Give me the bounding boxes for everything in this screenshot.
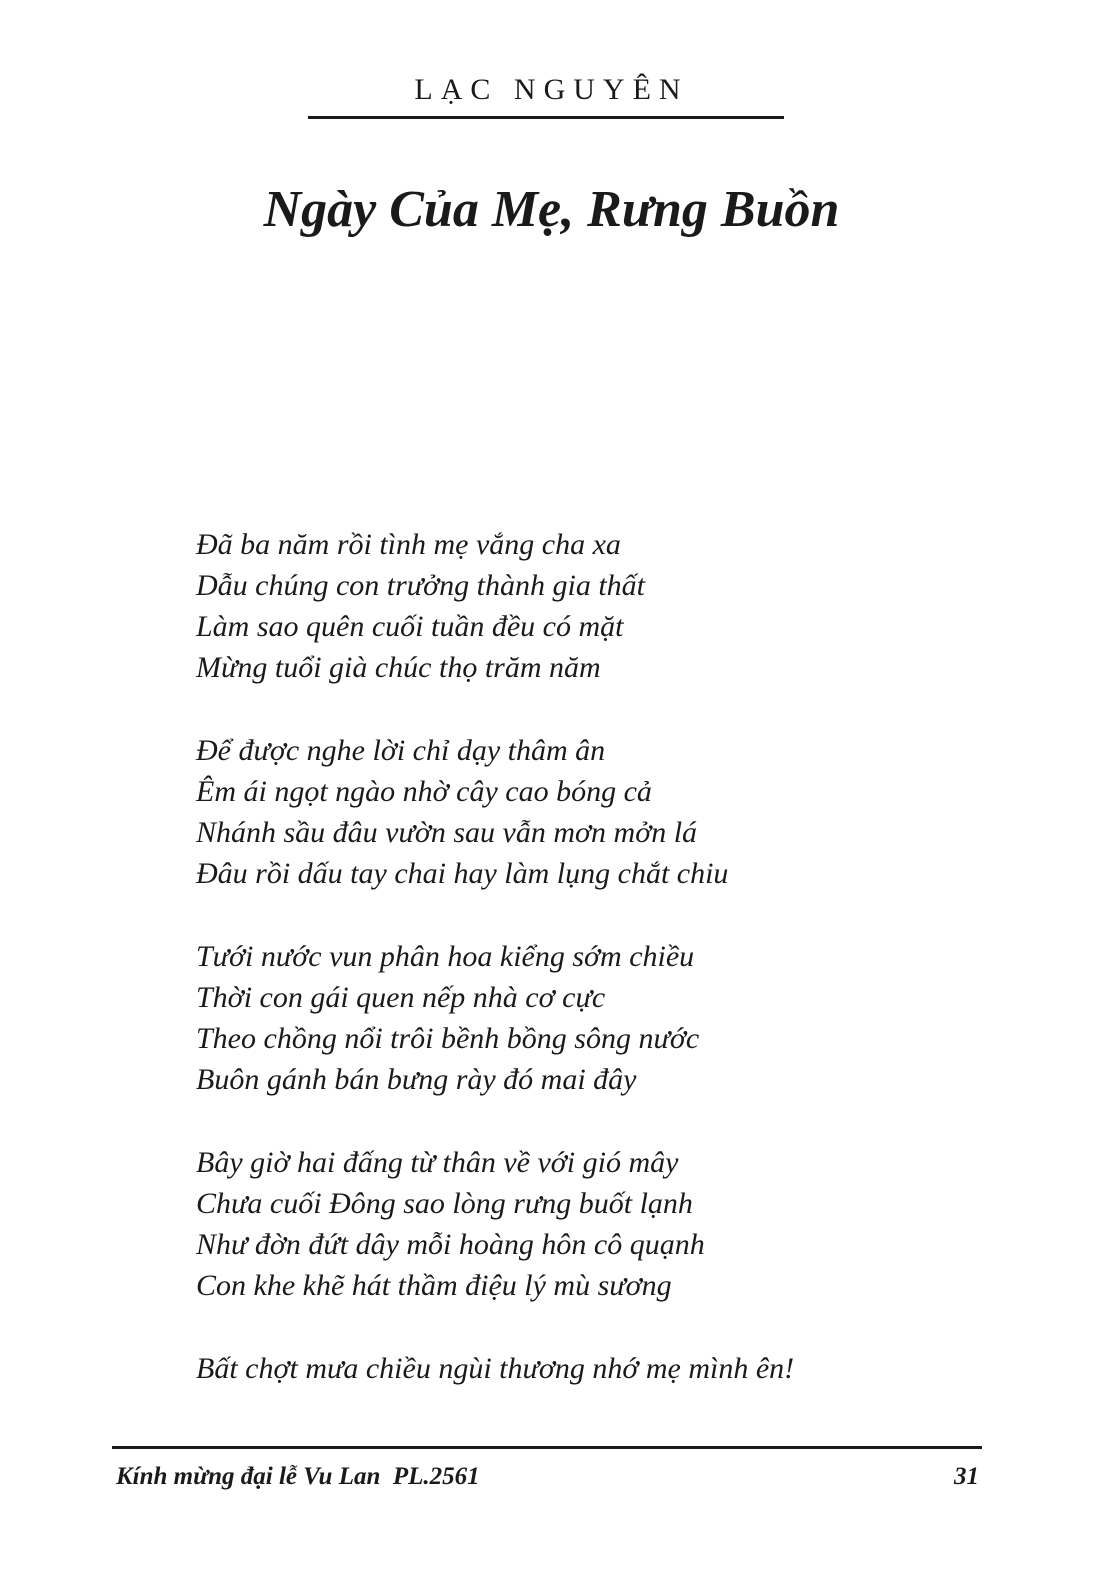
poem-line: Buôn gánh bán bưng rày đó mai đây <box>196 1063 637 1096</box>
poem-line: Con khe khẽ hát thầm điệu lý mù sương <box>196 1269 672 1302</box>
poem-line: Bất chợt mưa chiều ngùi thương nhớ mẹ mình ên! <box>196 1352 795 1385</box>
poem-line: Đâu rồi dấu tay chai hay làm lụng chắt chiu <box>196 857 729 890</box>
stanza-3 <box>196 936 956 1100</box>
header-divider <box>308 116 784 119</box>
poem-line: Êm ái ngọt ngào nhờ cây cao bóng cả <box>196 775 652 808</box>
poem-line: Dẫu chúng con trưởng thành gia thất <box>196 569 646 602</box>
footer-divider <box>112 1446 982 1449</box>
poem-line: Thời con gái quen nếp nhà cơ cực <box>196 981 606 1014</box>
poem-line: Tưới nước vun phân hoa kiểng sớm chiều <box>196 940 695 973</box>
stanza-5 <box>196 1348 956 1389</box>
poem-body <box>196 524 956 1431</box>
page-number: 31 <box>954 1463 979 1490</box>
poem-line: Theo chồng nổi trôi bềnh bồng sông nước <box>196 1022 700 1055</box>
poem-line: Đã ba năm rồi tình mẹ vắng cha xa <box>196 528 621 561</box>
poem-line: Bây giờ hai đấng từ thân về với gió mây <box>196 1146 679 1179</box>
stanza-4 <box>196 1142 956 1306</box>
footer-caption: Kính mừng đại lễ Vu Lan PL.2561 <box>116 1463 480 1490</box>
poem-line: Để được nghe lời chỉ dạy thâm ân <box>196 734 606 767</box>
poem-title: Ngày Của Mẹ, Rưng Buồn <box>263 181 840 238</box>
stanza-2 <box>196 730 956 894</box>
poem-line: Chưa cuối Đông sao lòng rưng buốt lạnh <box>196 1187 693 1220</box>
poem-line: Nhánh sầu đâu vườn sau vẫn mơn mởn lá <box>196 816 698 849</box>
poem-line: Như đờn đứt dây mỗi hoàng hôn cô quạnh <box>196 1228 705 1261</box>
poem-line: Mừng tuổi già chúc thọ trăm năm <box>196 651 601 684</box>
poem-line: Làm sao quên cuối tuần đều có mặt <box>196 610 624 643</box>
author-name: LẠC NGUYÊN <box>414 73 689 106</box>
stanza-1 <box>196 524 956 688</box>
